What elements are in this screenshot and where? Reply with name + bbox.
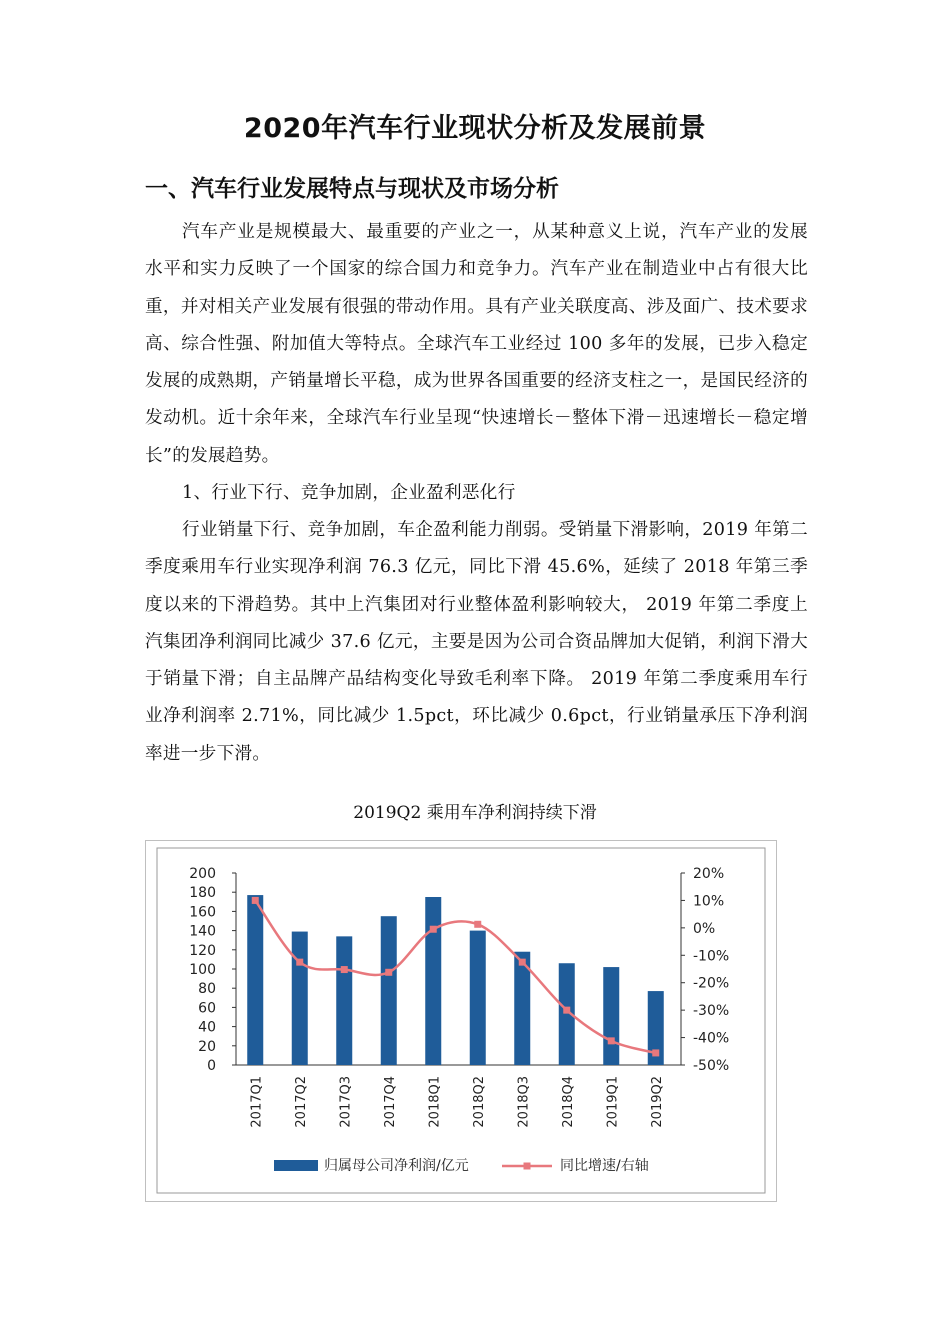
y-right-tick-label: 10% xyxy=(693,893,725,910)
growth-point-2018Q2 xyxy=(474,921,481,928)
y-left-tick-label: 80 xyxy=(198,981,216,998)
x-tick-label: 2017Q2 xyxy=(293,1076,309,1128)
document-title: 2020年汽车行业现状分析及发展前景 xyxy=(243,113,707,144)
y-left-tick-label: 20 xyxy=(198,1038,216,1055)
y-left-tick-label: 180 xyxy=(189,885,216,902)
x-tick-label: 2017Q3 xyxy=(338,1076,354,1128)
x-tick-label: 2019Q2 xyxy=(649,1076,665,1128)
legend-line-label: 同比增速/右轴 xyxy=(560,1158,649,1174)
y-right-tick-label: -30% xyxy=(693,1003,730,1020)
bar-2017Q2 xyxy=(292,932,308,1065)
legend-bar-label: 归属母公司净利润/亿元 xyxy=(324,1158,469,1174)
y-left-tick-label: 160 xyxy=(189,904,216,921)
legend-bar-swatch xyxy=(274,1160,318,1171)
bar-2018Q2 xyxy=(470,931,486,1065)
growth-point-2018Q1 xyxy=(430,926,437,933)
x-tick-label: 2017Q1 xyxy=(249,1076,265,1128)
paragraph-intro: 汽车产业是规模最大、最重要的产业之一，从某种意义上说，汽车产业的发展水平和实力反映了一个国家的综合国力和竞争力。汽车产业在制造业中占有很大比重，并对相关产业发展有很强的带动作用。具有产业关联度高、涉及面广、技术要求高、综合性强、附加值大等特点。全球汽车工业经过 100 多年的发展，已步入稳定发展的成熟期，产销量增长平稳，成为世界各国重要的经济支柱之一，是国民经济的发动机。近十余年来，全球汽车行业呈现“快速增长－整体下滑－迅速增长－稳定增长”的发展趋势。 xyxy=(145,222,808,466)
bar-2019Q1 xyxy=(603,967,619,1065)
bar-2017Q3 xyxy=(336,936,352,1065)
y-left-tick-label: 60 xyxy=(198,1000,216,1017)
paragraph-profit: 行业销量下行、竞争加剧，车企盈利能力削弱。受销量下滑影响，2019 年第二季度乘用车行业实现净利润 76.3 亿元，同比下滑 45.6%，延续了 2018 年第三季度以来的下滑趋势。其中上汽集团对行业整体盈利影响较大， 2019 年第二季度上汽集团净利润同比减少 37.6 亿元，主要是因为公司合资品牌加大促销，利润下滑大于销量下滑；自主品牌产品结构变化导致毛利率下降。 2019 年第二季度乘用车行业净利润率 2.71%，同比减少 1.5pct，环比减少 0.6pct，行业销量承压下净利润率进一步下滑。 xyxy=(145,520,808,764)
y-right-tick-label: -50% xyxy=(693,1058,730,1074)
subheading: 1、行业下行、竞争加剧，企业盈利恶化行 xyxy=(182,483,516,503)
y-left-tick-label: 40 xyxy=(198,1019,216,1036)
y-left-tick-label: 0 xyxy=(207,1058,216,1074)
x-tick-label: 2019Q1 xyxy=(605,1076,621,1128)
x-tick-label: 2018Q3 xyxy=(516,1076,532,1128)
section-heading: 一、汽车行业发展特点与现状及市场分析 xyxy=(145,176,559,202)
figure-caption: 2019Q2 乘用车净利润持续下滑 xyxy=(353,803,597,823)
y-left-tick-label: 100 xyxy=(189,962,216,978)
growth-point-2017Q4 xyxy=(385,969,392,976)
growth-point-2017Q1 xyxy=(252,897,259,904)
growth-point-2017Q3 xyxy=(341,966,348,973)
growth-point-2018Q3 xyxy=(519,959,526,966)
x-tick-label: 2017Q4 xyxy=(382,1076,398,1128)
x-tick-label: 2018Q4 xyxy=(560,1076,576,1128)
legend-line-marker xyxy=(524,1163,531,1170)
growth-point-2019Q1 xyxy=(608,1037,615,1044)
x-tick-label: 2018Q1 xyxy=(427,1076,443,1128)
bar-2017Q1 xyxy=(247,895,263,1065)
growth-point-2018Q4 xyxy=(563,1007,570,1014)
y-right-tick-label: 20% xyxy=(693,866,725,882)
y-left-tick-label: 140 xyxy=(189,923,216,940)
y-right-tick-label: -10% xyxy=(693,948,730,965)
bar-2018Q1 xyxy=(425,897,441,1065)
chart-frame xyxy=(145,840,777,1202)
y-left-tick-label: 120 xyxy=(189,942,216,959)
x-tick-label: 2018Q2 xyxy=(471,1076,487,1128)
y-right-tick-label: -40% xyxy=(693,1030,730,1047)
growth-point-2017Q2 xyxy=(296,959,303,966)
y-right-tick-label: 0% xyxy=(693,920,716,937)
bar-2017Q4 xyxy=(381,916,397,1065)
profit-chart xyxy=(146,841,778,1203)
y-right-tick-label: -20% xyxy=(693,975,730,992)
growth-line xyxy=(255,900,656,1053)
growth-point-2019Q2 xyxy=(652,1049,659,1056)
y-left-tick-label: 200 xyxy=(189,866,216,882)
